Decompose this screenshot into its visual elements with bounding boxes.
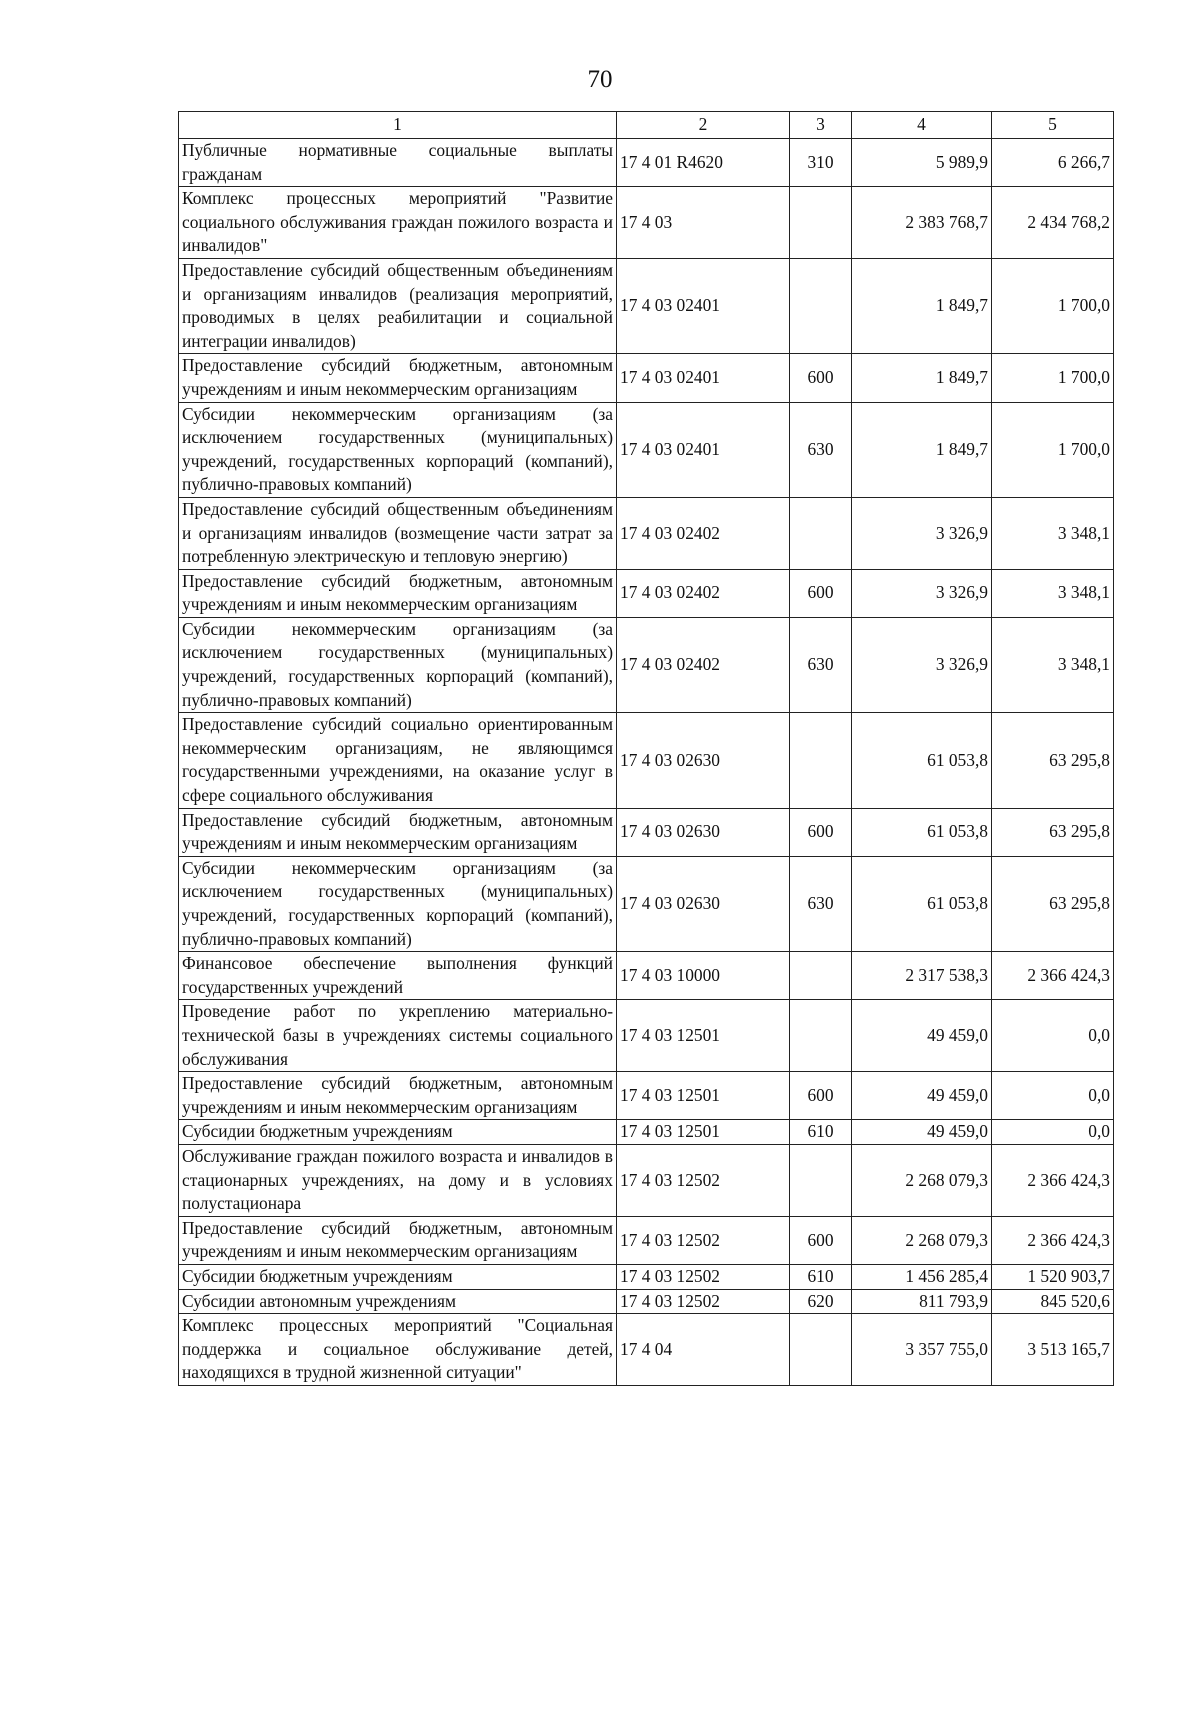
row-value-col5-cell: 1 700,0	[992, 354, 1114, 402]
table-row	[179, 1264, 1114, 1289]
row-name-cell: Предоставление субсидий бюджетным, автономным учреждениям и иным некоммерческим организациям	[179, 1072, 617, 1120]
table-header-row	[179, 112, 1114, 139]
row-type-cell: 630	[790, 402, 852, 497]
budget-table	[178, 111, 1114, 1386]
row-name-cell: Комплекс процессных мероприятий "Социальная поддержка и социальное обслуживание детей, находящихся в трудной жизненной ситуации"	[179, 1314, 617, 1386]
row-code-cell: 17 4 03 02401	[617, 354, 790, 402]
row-code-cell: 17 4 03 12502	[617, 1264, 790, 1289]
row-value-col5-cell: 63 295,8	[992, 713, 1114, 808]
row-type-cell: 600	[790, 569, 852, 617]
table-row	[179, 354, 1114, 402]
row-name-cell: Комплекс процессных мероприятий "Развитие социального обслуживания граждан пожилого возраста и инвалидов"	[179, 187, 617, 259]
row-type-cell: 610	[790, 1264, 852, 1289]
row-value-col4-cell: 811 793,9	[852, 1289, 992, 1314]
row-type-cell: 600	[790, 808, 852, 856]
header-col-5: 5	[992, 112, 1114, 139]
row-type-cell: 630	[790, 856, 852, 951]
row-value-col5-cell: 3 348,1	[992, 569, 1114, 617]
row-name-cell: Предоставление субсидий социально ориентированным некоммерческим организациям, не являющимся государственными учреждениями, на оказание услуг в сфере социального обслуживания	[179, 713, 617, 808]
row-code-cell: 17 4 04	[617, 1314, 790, 1386]
row-type-cell	[790, 1000, 852, 1072]
row-name-cell: Предоставление субсидий бюджетным, автономным учреждениям и иным некоммерческим организациям	[179, 808, 617, 856]
header-col-1: 1	[179, 112, 617, 139]
row-name-cell: Финансовое обеспечение выполнения функций государственных учреждений	[179, 952, 617, 1000]
row-code-cell: 17 4 03 02402	[617, 569, 790, 617]
row-type-cell	[790, 497, 852, 569]
row-code-cell: 17 4 03	[617, 187, 790, 259]
row-code-cell: 17 4 03 02401	[617, 258, 790, 353]
row-value-col4-cell: 49 459,0	[852, 1120, 992, 1145]
table-row	[179, 1314, 1114, 1386]
row-code-cell: 17 4 03 02630	[617, 713, 790, 808]
header-col-4: 4	[852, 112, 992, 139]
row-name-cell: Предоставление субсидий общественным объединениям и организациям инвалидов (реализация мероприятий, проводимых в целях реабилитации и социальной интеграции инвалидов)	[179, 258, 617, 353]
row-name-cell: Предоставление субсидий бюджетным, автономным учреждениям и иным некоммерческим организациям	[179, 1216, 617, 1264]
row-code-cell: 17 4 03 12502	[617, 1289, 790, 1314]
row-value-col4-cell: 1 849,7	[852, 258, 992, 353]
row-value-col5-cell: 2 366 424,3	[992, 1216, 1114, 1264]
table-row	[179, 187, 1114, 259]
row-name-cell: Обслуживание граждан пожилого возраста и инвалидов в стационарных учреждениях, на дому и в условиях полустационара	[179, 1144, 617, 1216]
row-name-cell: Субсидии бюджетным учреждениям	[179, 1120, 617, 1145]
table-body	[179, 139, 1114, 1386]
row-code-cell: 17 4 03 12501	[617, 1120, 790, 1145]
row-value-col4-cell: 3 326,9	[852, 617, 992, 712]
row-type-cell: 610	[790, 1120, 852, 1145]
row-value-col5-cell: 1 700,0	[992, 258, 1114, 353]
row-name-cell: Субсидии автономным учреждениям	[179, 1289, 617, 1314]
row-name-cell: Публичные нормативные социальные выплаты гражданам	[179, 139, 617, 187]
row-value-col4-cell: 49 459,0	[852, 1000, 992, 1072]
table-row	[179, 1289, 1114, 1314]
row-code-cell: 17 4 03 12501	[617, 1000, 790, 1072]
row-code-cell: 17 4 01 R4620	[617, 139, 790, 187]
row-value-col4-cell: 5 989,9	[852, 139, 992, 187]
row-name-cell: Предоставление субсидий бюджетным, автономным учреждениям и иным некоммерческим организациям	[179, 569, 617, 617]
row-type-cell: 310	[790, 139, 852, 187]
row-value-col4-cell: 61 053,8	[852, 808, 992, 856]
row-value-col4-cell: 3 326,9	[852, 497, 992, 569]
row-type-cell: 620	[790, 1289, 852, 1314]
row-name-cell: Субсидии некоммерческим организациям (за исключением государственных (муниципальных) учреждений, государственных корпораций (компаний), публично-правовых компаний)	[179, 402, 617, 497]
row-type-cell	[790, 187, 852, 259]
row-name-cell: Субсидии некоммерческим организациям (за исключением государственных (муниципальных) учреждений, государственных корпораций (компаний), публично-правовых компаний)	[179, 617, 617, 712]
row-value-col5-cell: 845 520,6	[992, 1289, 1114, 1314]
table-row	[179, 1120, 1114, 1145]
table-row	[179, 1144, 1114, 1216]
row-code-cell: 17 4 03 02402	[617, 617, 790, 712]
row-type-cell: 630	[790, 617, 852, 712]
row-code-cell: 17 4 03 02402	[617, 497, 790, 569]
row-type-cell	[790, 952, 852, 1000]
row-value-col4-cell: 2 268 079,3	[852, 1216, 992, 1264]
row-value-col5-cell: 3 348,1	[992, 497, 1114, 569]
row-value-col5-cell: 0,0	[992, 1072, 1114, 1120]
table-row	[179, 1072, 1114, 1120]
row-name-cell: Проведение работ по укреплению материально-технической базы в учреждениях системы социального обслуживания	[179, 1000, 617, 1072]
row-value-col5-cell: 1 700,0	[992, 402, 1114, 497]
row-name-cell: Предоставление субсидий общественным объединениям и организациям инвалидов (возмещение части затрат за потребленную электрическую и тепловую энергию)	[179, 497, 617, 569]
table-row	[179, 808, 1114, 856]
row-value-col4-cell: 1 849,7	[852, 354, 992, 402]
header-col-2: 2	[617, 112, 790, 139]
row-value-col4-cell: 3 357 755,0	[852, 1314, 992, 1386]
row-code-cell: 17 4 03 02630	[617, 808, 790, 856]
row-value-col4-cell: 2 268 079,3	[852, 1144, 992, 1216]
row-value-col5-cell: 1 520 903,7	[992, 1264, 1114, 1289]
table-row	[179, 258, 1114, 353]
row-value-col4-cell: 2 317 538,3	[852, 952, 992, 1000]
row-code-cell: 17 4 03 02630	[617, 856, 790, 951]
table-row	[179, 617, 1114, 712]
row-code-cell: 17 4 03 10000	[617, 952, 790, 1000]
row-value-col5-cell: 2 366 424,3	[992, 952, 1114, 1000]
page-number: 70	[587, 66, 613, 93]
row-code-cell: 17 4 03 12502	[617, 1144, 790, 1216]
row-name-cell: Субсидии бюджетным учреждениям	[179, 1264, 617, 1289]
row-code-cell: 17 4 03 12501	[617, 1072, 790, 1120]
row-value-col5-cell: 6 266,7	[992, 139, 1114, 187]
row-code-cell: 17 4 03 12502	[617, 1216, 790, 1264]
table-row	[179, 856, 1114, 951]
row-value-col4-cell: 1 456 285,4	[852, 1264, 992, 1289]
row-type-cell	[790, 258, 852, 353]
row-name-cell: Субсидии некоммерческим организациям (за исключением государственных (муниципальных) учреждений, государственных корпораций (компаний), публично-правовых компаний)	[179, 856, 617, 951]
table-row	[179, 402, 1114, 497]
row-value-col5-cell: 63 295,8	[992, 808, 1114, 856]
row-value-col5-cell: 3 348,1	[992, 617, 1114, 712]
header-col-3: 3	[790, 112, 852, 139]
row-type-cell	[790, 1144, 852, 1216]
row-value-col5-cell: 3 513 165,7	[992, 1314, 1114, 1386]
row-value-col4-cell: 2 383 768,7	[852, 187, 992, 259]
table-row	[179, 713, 1114, 808]
row-value-col5-cell: 2 366 424,3	[992, 1144, 1114, 1216]
row-type-cell	[790, 713, 852, 808]
table-row	[179, 1000, 1114, 1072]
row-value-col5-cell: 0,0	[992, 1000, 1114, 1072]
table-row	[179, 139, 1114, 187]
row-value-col4-cell: 61 053,8	[852, 713, 992, 808]
row-value-col5-cell: 0,0	[992, 1120, 1114, 1145]
table-row	[179, 569, 1114, 617]
row-name-cell: Предоставление субсидий бюджетным, автономным учреждениям и иным некоммерческим организациям	[179, 354, 617, 402]
row-value-col5-cell: 2 434 768,2	[992, 187, 1114, 259]
row-value-col4-cell: 49 459,0	[852, 1072, 992, 1120]
row-type-cell: 600	[790, 1216, 852, 1264]
table-row	[179, 497, 1114, 569]
table-row	[179, 1216, 1114, 1264]
row-code-cell: 17 4 03 02401	[617, 402, 790, 497]
row-value-col5-cell: 63 295,8	[992, 856, 1114, 951]
row-value-col4-cell: 61 053,8	[852, 856, 992, 951]
table-row	[179, 952, 1114, 1000]
row-type-cell	[790, 1314, 852, 1386]
row-type-cell: 600	[790, 354, 852, 402]
row-value-col4-cell: 1 849,7	[852, 402, 992, 497]
row-value-col4-cell: 3 326,9	[852, 569, 992, 617]
row-type-cell: 600	[790, 1072, 852, 1120]
